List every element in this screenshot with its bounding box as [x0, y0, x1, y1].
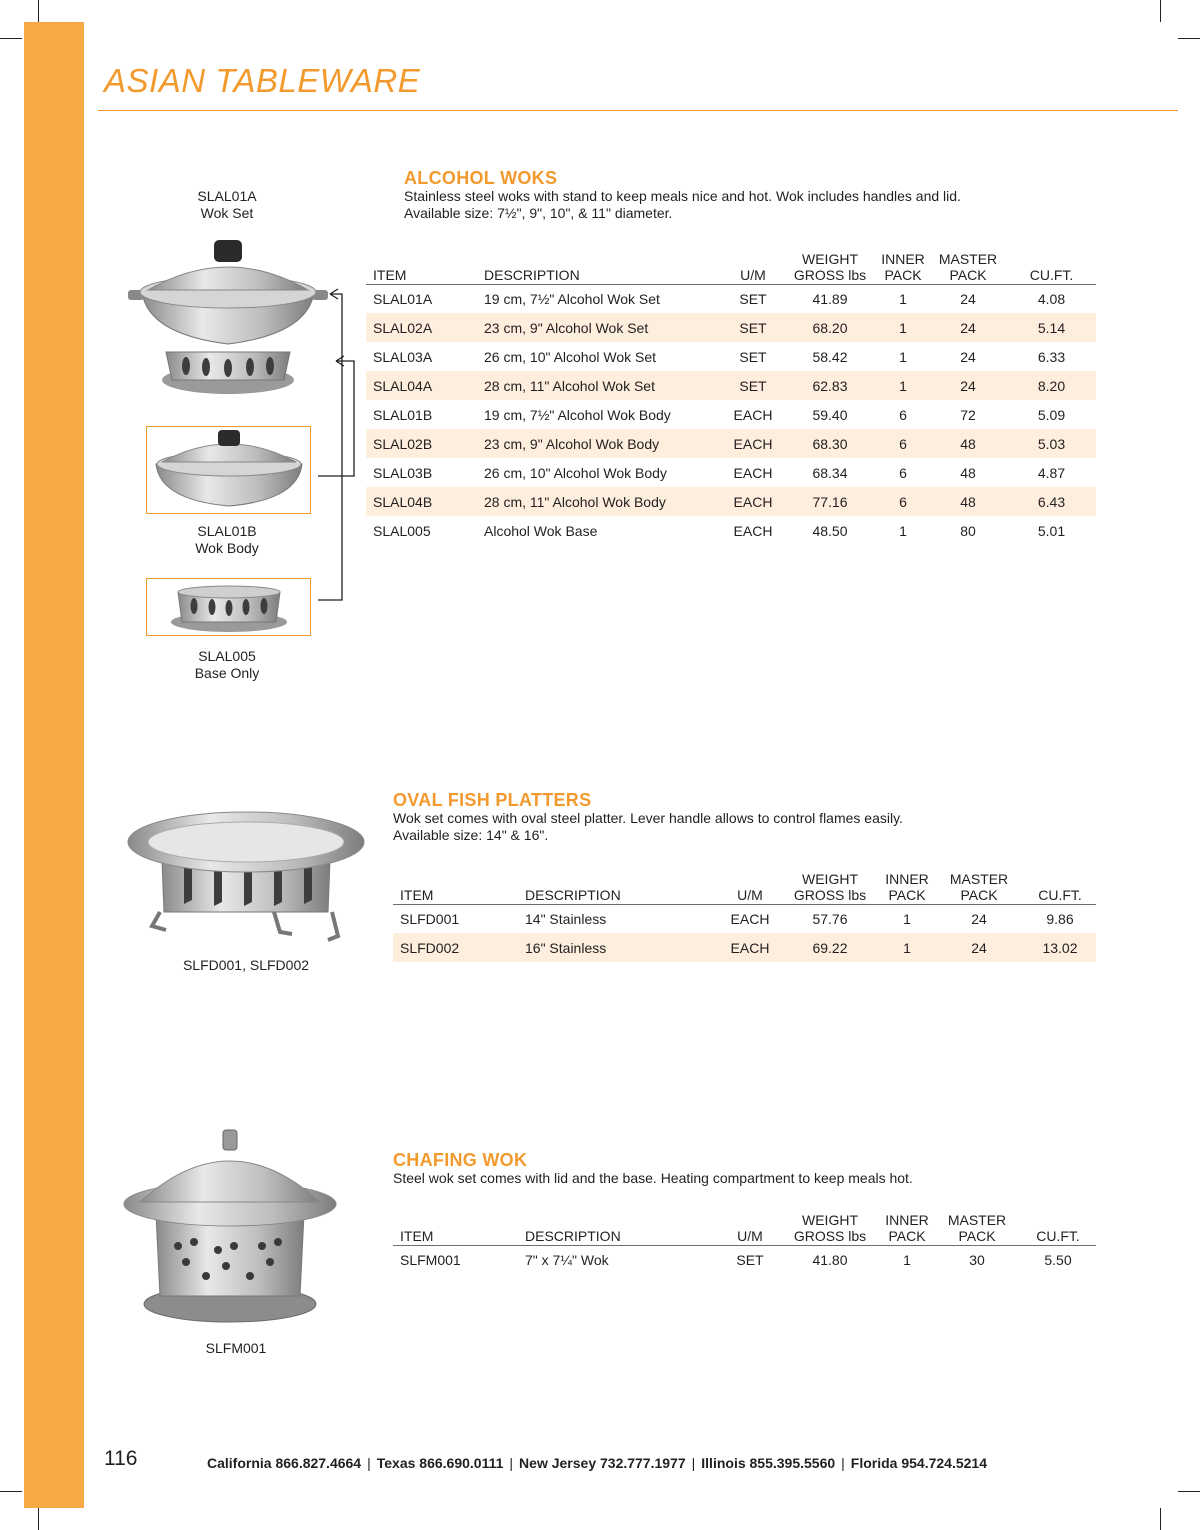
contact-separator: | [841, 1455, 845, 1471]
contact-separator: | [509, 1455, 514, 1471]
cell-description: 28 cm, 11" Alcohol Wok Body [477, 487, 723, 516]
header-line: PACK [888, 886, 926, 903]
cell-description: 26 cm, 10" Alcohol Wok Body [484, 464, 667, 481]
table-row [366, 284, 1096, 313]
cell-inner-pack: 6 [877, 487, 929, 516]
column-header-weight [780, 866, 880, 904]
cell-um: EACH [730, 910, 770, 927]
column-header-item: ITEM [393, 1207, 518, 1245]
cell-inner-pack: 1 [877, 313, 929, 342]
cell-weight: 77.16 [783, 487, 877, 516]
section-title-chafing-wok: CHAFING WOK [393, 1150, 528, 1170]
header-line: MASTER [947, 1211, 1007, 1228]
cell-master-pack: 24 [929, 313, 1007, 342]
cell-weight: 58.42 [812, 348, 848, 365]
cell-cuft: 4.08 [1037, 290, 1066, 307]
header-line: MASTER [949, 870, 1009, 887]
column-header-inner-pack [877, 246, 929, 284]
contact-new-jersey: New Jersey 732.777.1977 [519, 1455, 686, 1471]
caption-code: SLAL01A [197, 188, 257, 204]
caption-name: Wok Set [200, 205, 254, 221]
caption-oval-fish-platters: SLFD001, SLFD002 [182, 957, 310, 973]
cell-description: 23 cm, 9" Alcohol Wok Set [477, 313, 723, 342]
cell-um: EACH [733, 406, 773, 423]
column-header-description: DESCRIPTION [518, 1207, 720, 1245]
caption-wok-set [167, 188, 287, 222]
caption-wok-body [167, 523, 287, 557]
cell-weight: 69.22 [780, 933, 880, 962]
cell-master-pack: 24 [971, 910, 987, 927]
cell-cuft: 8.20 [1007, 371, 1096, 400]
cell-master-pack: 48 [929, 487, 1007, 516]
cell-weight: 68.30 [783, 429, 877, 458]
cell-master-pack: 48 [929, 429, 1007, 458]
header-line: PACK [884, 266, 922, 283]
caption-code: SLAL01B [197, 523, 257, 539]
description-line: Wok set comes with oval steel platter. Lever handle allows to control flames easily. [393, 810, 903, 826]
column-header-um: U/M [720, 866, 780, 904]
cell-item: SLAL04A [366, 371, 477, 400]
cell-weight: 68.34 [812, 464, 848, 481]
cell-weight: 48.50 [812, 522, 848, 539]
page-number: 116 [104, 1447, 138, 1470]
cell-master-pack: 24 [934, 933, 1024, 962]
table-row [366, 342, 1096, 371]
cell-item: SLAL03A [373, 348, 433, 365]
cell-weight: 41.80 [812, 1251, 848, 1268]
crop-mark [1178, 38, 1200, 39]
cell-cuft: 5.09 [1037, 406, 1066, 423]
column-header-inner-pack [880, 866, 934, 904]
column-header-um: U/M [723, 246, 783, 284]
header-line: WEIGHT [802, 250, 858, 267]
table-row [366, 400, 1096, 429]
table-header-row [393, 866, 1096, 904]
oval-fish-platters-table [393, 866, 1096, 962]
description-line: Steel wok set comes with lid and the base. Heating compartment to keep meals hot. [393, 1170, 913, 1186]
cell-inner-pack: 6 [877, 429, 929, 458]
cell-item: SLAL03B [373, 464, 433, 481]
header-line: INNER [881, 250, 925, 267]
cell-item: SLAL01B [373, 406, 433, 423]
caption-name: Wok Body [195, 540, 259, 556]
crop-mark [0, 1491, 22, 1492]
cell-master-pack: 72 [960, 406, 976, 423]
cell-master-pack: 30 [969, 1251, 985, 1268]
cell-cuft: 5.50 [1044, 1251, 1072, 1268]
caption-wok-base [167, 648, 287, 682]
cell-description: 7" x 7¼" Wok [525, 1251, 609, 1268]
column-header-master-pack [929, 246, 1007, 284]
cell-inner-pack: 6 [899, 464, 907, 481]
table-row [393, 904, 1096, 933]
cell-cuft: 5.14 [1007, 313, 1096, 342]
table-row [366, 429, 1096, 458]
caption-code: SLAL005 [198, 648, 256, 664]
crop-mark [1178, 1491, 1200, 1492]
cell-weight: 62.83 [783, 371, 877, 400]
column-header-weight [783, 246, 877, 284]
column-header-description: DESCRIPTION [518, 866, 720, 904]
description-line: Available size: 7½", 9", 10", & 11" diameter. [404, 205, 673, 221]
cell-cuft: 5.03 [1007, 429, 1096, 458]
cell-master-pack: 24 [960, 290, 976, 307]
wok-base-image [148, 580, 310, 634]
cell-cuft: 9.86 [1046, 910, 1074, 927]
cell-item: SLFD001 [400, 910, 460, 927]
cell-master-pack: 80 [960, 522, 976, 539]
column-header-item: ITEM [366, 246, 477, 284]
crop-mark [0, 38, 22, 39]
title-divider [98, 110, 1178, 111]
contact-california: California 866.827.4664 [207, 1455, 362, 1471]
cell-um: EACH [723, 429, 783, 458]
header-line: WEIGHT [802, 870, 858, 887]
cell-description: 19 cm, 7½" Alcohol Wok Set [484, 290, 660, 307]
crop-mark [38, 0, 39, 22]
cell-weight: 68.20 [783, 313, 877, 342]
header-line: PACK [958, 1227, 996, 1244]
cell-weight: 57.76 [812, 910, 848, 927]
header-line: PACK [888, 1227, 926, 1244]
header-line: GROSS lbs [793, 886, 867, 903]
cell-item: SLAL01A [373, 290, 433, 307]
oval-fish-platter-image [122, 800, 370, 948]
cell-description: Alcohol Wok Base [484, 522, 598, 539]
cell-inner-pack: 1 [899, 290, 907, 307]
cell-um: EACH [733, 522, 773, 539]
header-line: PACK [949, 266, 987, 283]
cell-inner-pack: 1 [903, 910, 911, 927]
header-line: GROSS lbs [793, 1227, 867, 1244]
cell-master-pack: 24 [960, 348, 976, 365]
contact-florida: Florida 954.724.5214 [850, 1455, 987, 1471]
contact-illinois: Illinois 855.395.5560 [701, 1455, 836, 1471]
cell-item: SLFD002 [393, 933, 518, 962]
cell-description: 16" Stainless [518, 933, 720, 962]
column-header-um: U/M [720, 1207, 780, 1245]
cell-description: 28 cm, 11" Alcohol Wok Set [477, 371, 723, 400]
caption-chafing-wok: SLFM001 [205, 1340, 267, 1356]
table-header-row [366, 246, 1096, 284]
cell-um: SET [723, 313, 783, 342]
column-header-cuft: CU.FT. [1007, 246, 1096, 284]
cell-um: EACH [723, 487, 783, 516]
table-row [366, 516, 1096, 545]
header-line: INNER [885, 870, 929, 887]
cell-um: SET [736, 1251, 764, 1268]
cell-cuft: 6.43 [1007, 487, 1096, 516]
cell-item: SLAL02B [366, 429, 477, 458]
cell-inner-pack: 6 [899, 406, 907, 423]
cell-item: SLAL02A [366, 313, 477, 342]
crop-mark [1160, 0, 1161, 22]
page-title: ASIAN TABLEWARE [104, 62, 421, 99]
connector-arrows [318, 280, 366, 610]
cell-description: 26 cm, 10" Alcohol Wok Set [484, 348, 657, 365]
column-header-cuft: CU.FT. [1020, 1207, 1096, 1245]
table-row [366, 371, 1096, 400]
alcohol-woks-table [366, 246, 1096, 545]
cell-cuft: 13.02 [1024, 933, 1096, 962]
table-header-row [393, 1207, 1096, 1245]
cell-um: EACH [733, 464, 773, 481]
cell-um: SET [723, 371, 783, 400]
column-header-cuft: CU.FT. [1024, 866, 1096, 904]
column-header-master-pack [934, 1207, 1020, 1245]
column-header-description: DESCRIPTION [477, 246, 723, 284]
wok-set-image [122, 234, 332, 404]
cell-description: 23 cm, 9" Alcohol Wok Body [477, 429, 723, 458]
table-row [366, 458, 1096, 487]
cell-inner-pack: 1 [899, 522, 907, 539]
cell-cuft: 4.87 [1037, 464, 1066, 481]
header-line: PACK [960, 886, 998, 903]
cell-master-pack: 24 [929, 371, 1007, 400]
column-header-inner-pack [880, 1207, 934, 1245]
column-header-master-pack [934, 866, 1024, 904]
side-accent-bar [24, 22, 84, 1508]
caption-name: Base Only [194, 665, 260, 681]
cell-um: EACH [720, 933, 780, 962]
header-line: GROSS lbs [793, 266, 867, 283]
cell-master-pack: 48 [960, 464, 976, 481]
cell-inner-pack: 1 [880, 933, 934, 962]
cell-cuft: 6.33 [1037, 348, 1066, 365]
cell-description: 14" Stainless [525, 910, 607, 927]
table-row [393, 1245, 1096, 1274]
cell-inner-pack: 1 [899, 348, 907, 365]
crop-mark [38, 1508, 39, 1530]
section-description-alcohol-woks [404, 188, 961, 222]
wok-body-image [148, 428, 310, 512]
cell-item: SLAL005 [373, 522, 431, 539]
footer-contacts [207, 1455, 987, 1471]
cell-um: SET [739, 290, 767, 307]
column-header-weight [780, 1207, 880, 1245]
chafing-wok-table [393, 1207, 1096, 1274]
header-line: INNER [885, 1211, 929, 1228]
section-title-oval-fish-platters: OVAL FISH PLATTERS [393, 790, 592, 810]
description-line: Available size: 14" & 16". [393, 827, 549, 843]
cell-um: SET [739, 348, 767, 365]
cell-weight: 59.40 [812, 406, 848, 423]
contact-texas: Texas 866.690.0111 [376, 1455, 504, 1471]
cell-item: SLFM001 [400, 1251, 461, 1268]
section-description-oval-fish-platters [393, 810, 903, 844]
contact-separator: | [691, 1455, 696, 1471]
cell-item: SLAL04B [366, 487, 477, 516]
section-title-alcohol-woks: ALCOHOL WOKS [404, 168, 558, 188]
header-line: MASTER [938, 250, 998, 267]
contact-separator: | [367, 1455, 371, 1471]
table-row [393, 933, 1096, 962]
cell-description: 19 cm, 7½" Alcohol Wok Body [484, 406, 671, 423]
section-description-chafing-wok [393, 1170, 913, 1187]
cell-cuft: 5.01 [1037, 522, 1066, 539]
crop-mark [1160, 1508, 1161, 1530]
cell-inner-pack: 1 [877, 371, 929, 400]
column-header-item: ITEM [393, 866, 518, 904]
table-row [366, 487, 1096, 516]
chafing-wok-image [122, 1124, 342, 1334]
cell-inner-pack: 1 [903, 1251, 911, 1268]
description-line: Stainless steel woks with stand to keep meals nice and hot. Wok includes handles and lid. [404, 188, 961, 204]
cell-weight: 41.89 [812, 290, 848, 307]
header-line: WEIGHT [802, 1211, 858, 1228]
table-row [366, 313, 1096, 342]
